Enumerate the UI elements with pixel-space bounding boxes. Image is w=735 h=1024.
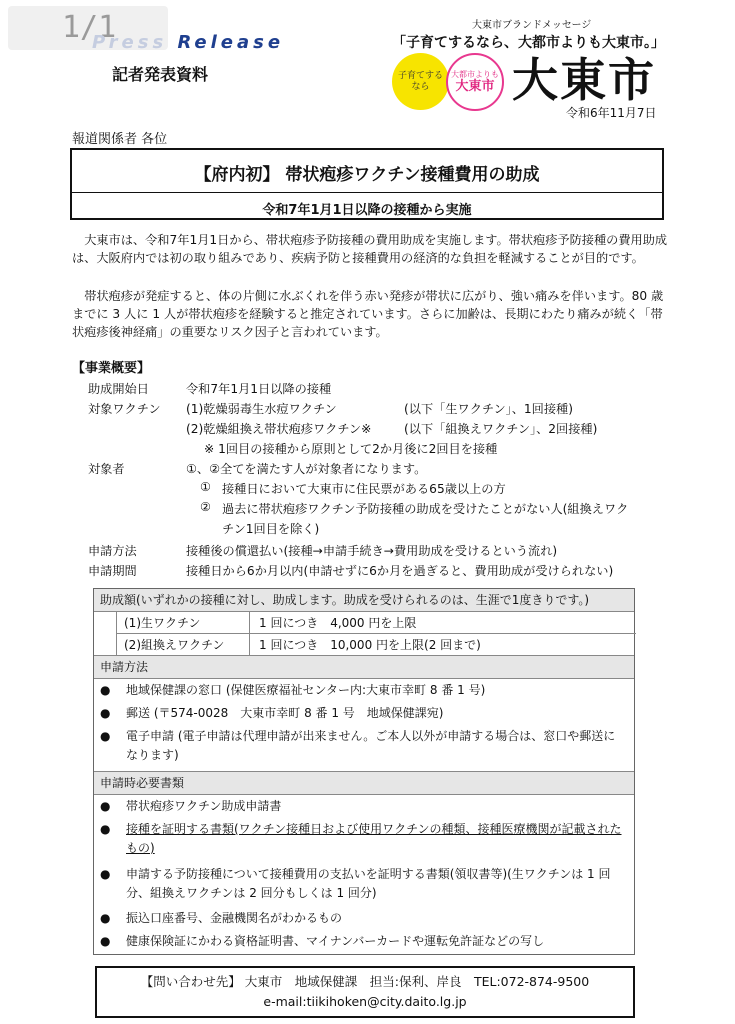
- period-value: 接種日から6か月以内(申請せずに6か月を過ぎると、費用助成が受けられない): [186, 564, 614, 578]
- subsidy-header: 助成額(いずれかの接種に対し、助成します。助成を受けられるのは、生涯で1度きりです。): [94, 589, 634, 611]
- target-item-1-mark: ①: [200, 480, 211, 494]
- press-release-faded: Press: [92, 32, 168, 53]
- bullet: ●: [100, 867, 111, 881]
- docs-item: 帯状疱疹ワクチン助成申請書: [126, 799, 282, 813]
- row-divider: [116, 633, 636, 634]
- target-item-2-mark: ②: [200, 500, 211, 514]
- contact-email[interactable]: e-mail:tiikihoken@city.daito.lg.jp: [263, 994, 467, 1009]
- method-label: 申請方法: [88, 544, 137, 558]
- logo-yellow-text: 子育てするなら: [398, 70, 444, 92]
- bullet: ●: [100, 934, 111, 948]
- bullet: ●: [100, 683, 111, 697]
- info-table: [93, 588, 635, 955]
- contact-line: 【問い合わせ先】 大東市 地域保健課 担当:保利、岸良 TEL:072-874-9500: [140, 974, 590, 989]
- row-divider: [94, 678, 634, 679]
- press-release-label: [92, 32, 284, 53]
- target-value: ①、②全てを満たす人が対象者になります。: [186, 462, 427, 476]
- target-item-1: 接種日において大東市に住民票がある65歳以上の方: [222, 482, 506, 496]
- page-subtitle: 令和7年1月1日以降の接種から実施: [262, 203, 472, 218]
- summary-heading: 【事業概要】: [72, 361, 151, 376]
- docs-item: 健康保険証にかわる資格証明書、マイナンバーカードや運転免許証などの写し: [126, 934, 545, 948]
- subsidy-row-name: (2)組換えワクチン: [124, 638, 225, 652]
- subsidy-row-name: (1)生ワクチン: [124, 616, 201, 630]
- target-label: 対象者: [88, 462, 125, 476]
- method-item: 郵送 (〒574-0028 大東市幸町 8 番 1 号 地域保健課宛): [126, 706, 444, 720]
- row-divider: [94, 794, 634, 795]
- page-title: 【府内初】 帯状疱疹ワクチン接種費用の助成: [194, 165, 540, 185]
- title-box: [70, 148, 664, 220]
- method-header: 申請方法: [94, 656, 634, 678]
- docs-header: 申請時必要書類: [94, 772, 634, 794]
- release-date: 令和6年11月7日: [566, 106, 657, 120]
- contact-box: [95, 966, 635, 1018]
- start-date-label: 助成開始日: [88, 382, 149, 396]
- document-type: 記者発表資料: [112, 65, 209, 84]
- logo-pink-main-text: 大東市: [455, 78, 495, 94]
- bullet: ●: [100, 706, 111, 720]
- vaccine-footnote: ※ 1回目の接種から原則として2か月後に2回目を接種: [204, 442, 498, 456]
- logo-yellow-circle: [392, 53, 449, 110]
- start-date-value: 令和7年1月1日以降の接種: [186, 382, 332, 396]
- bullet: ●: [100, 911, 111, 925]
- vaccine-1-note: (以下「生ワクチン」、1回接種): [404, 402, 573, 416]
- intro-paragraph-2: 帯状疱疹が発症すると、体の片側に水ぶくれを伴う赤い発疹が帯状に広がり、強い痛みを伴います。80 歳までに 3 人に 1 人が帯状疱疹を経験すると推定されています。さらに加齢は、長期にわたり痛みが続く「帯状疱疹後神経痛」の重要なリスク因子と言われています。: [72, 289, 664, 339]
- brand-caption: 大東市ブランドメッセージ: [472, 20, 592, 31]
- logo-pink-circle: [446, 53, 504, 111]
- target-item-2-line-1: 過去に帯状疱疹ワクチン予防接種の助成を受けたことがない人(組換えワク: [222, 502, 629, 516]
- bullet: ●: [100, 799, 111, 813]
- vaccine-label: 対象ワクチン: [88, 402, 161, 416]
- vaccine-1: (1)乾燥弱毒生水痘ワクチン: [186, 402, 337, 416]
- row-divider: [94, 611, 634, 612]
- page-indicator: 1/1: [8, 6, 168, 50]
- vaccine-2-note: (以下「組換えワクチン」、2回接種): [404, 422, 598, 436]
- bullet: ●: [100, 729, 111, 743]
- vaccine-2: (2)乾燥組換え帯状疱疹ワクチン※: [186, 422, 372, 436]
- bullet: ●: [100, 822, 111, 836]
- subsidy-row-amount: 1 回につき 4,000 円を上限: [259, 616, 417, 630]
- recipients: 報道関係者 各位: [72, 132, 168, 147]
- logo-pink-top-text: 大都市よりも: [451, 69, 499, 79]
- docs-item: 振込口座番号、金融機関名がわかるもの: [126, 911, 343, 925]
- city-logo: 大東市: [512, 53, 656, 107]
- subsidy-row-amount: 1 回につき 10,000 円を上限(2 回まで): [259, 638, 481, 652]
- method-value: 接種後の償還払い(接種→申請手続き→費用助成を受けるという流れ): [186, 544, 558, 558]
- intro-paragraph-1: 大東市は、令和7年1月1日から、帯状疱疹予防接種の費用助成を実施します。帯状疱疹予防接種の費用助成は、大阪府内では初の取り組みであり、疾病予防と接種費用の経済的な負担を軽減することが目的です。: [72, 233, 668, 265]
- brand-slogan: 「子育てするなら、大都市よりも大東市。」: [392, 35, 665, 51]
- target-item-2-line-2: チン1回目を除く): [222, 522, 320, 536]
- method-item: 地域保健課の窓口 (保健医療福祉センター内:大東市幸町 8 番 1 号): [126, 683, 486, 697]
- press-release-text: Release: [177, 32, 285, 53]
- docs-item: 接種を証明する書類(ワクチン接種日および使用ワクチンの種類、接種医療機関が記載されたもの): [126, 822, 622, 855]
- docs-item: 申請する予防接種について接種費用の支払いを証明する書類(領収書等)(生ワクチンは 1 回分、組換えワクチンは 2 回分もしくは 1 回分): [126, 867, 611, 900]
- title-divider: [72, 192, 662, 193]
- method-item: 電子申請 (電子申請は代理申請が出来ません。ご本人以外が申請する場合は、窓口や郵送になります): [126, 729, 616, 762]
- period-label: 申請期間: [88, 564, 137, 578]
